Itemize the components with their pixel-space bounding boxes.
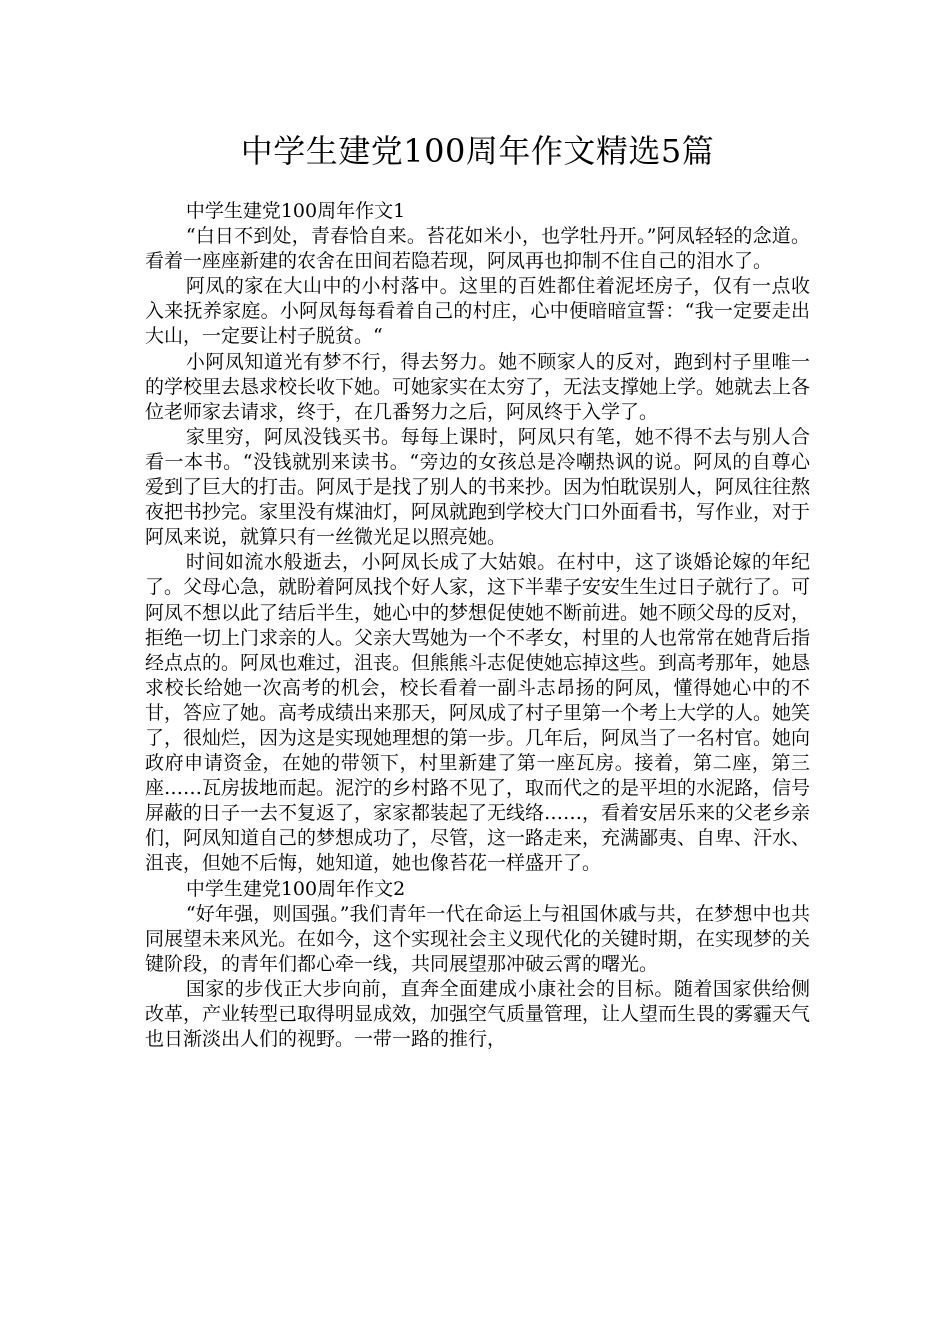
paragraph: 时间如流水般逝去，小阿凤长成了大姑娘。在村中，这了谈婚论嫁的年纪了。父母心急，就盼着阿凤找个好人家，这下半辈子安安生生过日子就行了。可阿凤不想以此了结后半生，她心中的梦想促使她不断前进。她不顾父母的反对，拒绝一切上门求亲的人。父亲大骂她为一个不孝女，村里的人也常常在她背后指经点点的。阿凤也难过，沮丧。但熊熊斗志促使她忘掉这些。到高考那年，她恳求校长给她一次高考的机会，校长看着一副斗志昂扬的阿凤，懂得她心中的不甘，答应了她。高考成绩出来那天，阿凤成了村子里第一个考上大学的人。她笑了，很灿烂，因为这是实现她理想的第一步。几年后，阿凤当了一名村官。她向政府申请资金，在她的带领下，村里新建了第一座瓦房。接着，第二座，第三座……瓦房拔地而起。泥泞的乡村路不见了，取而代之的是平坦的水泥路，信号屏蔽的日子一去不复返了，家家都装起了无线络……，看着安居乐来的父老乡亲们，阿凤知道自己的梦想成功了，尽管，这一路走来，充满鄙夷、自卑、汗水、沮丧，但她不后悔，她知道，她也像苔花一样盛开了。 (145, 551, 811, 875)
document-page (145, 0, 810, 1344)
document-title: 中学生建党100周年作文精选5篇 (240, 132, 715, 170)
paragraph: 国家的步伐正大步向前，直奔全面建成小康社会的目标。随着国家供给侧改革，产业转型已取得明显成效，加强空气质量管理，让人望而生畏的雾霾天气也日渐淡出人们的视野。一带一路的推行， (145, 977, 811, 1051)
essay-heading: 中学生建党100周年作文2 (185, 877, 406, 900)
essay-heading: 中学生建党100周年作文1 (185, 200, 406, 222)
paragraph: 家里穷，阿凤没钱买书。每每上课时，阿凤只有笔，她不得不去与别人合看一本书。“没钱就别来读书。“旁边的女孩总是冷嘲热讽的说。阿凤的自尊心爱到了巨大的打击。阿凤于是找了别人的书来抄。因为怕耽误别人，阿凤往往熬夜把书抄完。家里没有煤油灯，阿凤就跑到学校大门口外面看书，写作业，对于阿凤来说，就算只有一丝微光足以照亮她。 (145, 425, 811, 549)
paragraph: “好年强，则国强。”我们青年一代在命运上与祖国休戚与共，在梦想中也共同展望未来风光。在如今，这个实现社会主义现代化的关键时期，在实现梦的关键阶段，的青年们都心牵一线，共同展望那冲破云霄的曙光。 (145, 902, 811, 975)
paragraph: 小阿凤知道光有梦不行，得去努力。她不顾家人的反对，跑到村子里唯一的学校里去恳求校长收下她。可她家实在太穷了，无法支撑她上学。她就去上各位老师家去请求，终于，在几番努力之后，阿凤终于入学了。 (145, 350, 811, 423)
paragraph: “白日不到处，青春恰自来。苔花如米小，也学牡丹开。”阿凤轻轻的念道。看着一座座新建的农舍在田间若隐若现，阿凤再也抑制不住自己的泪水了。 (145, 225, 810, 273)
paragraph: 阿凤的家在大山中的小村落中。这里的百姓都住着泥坯房子，仅有一点收入来抚养家庭。小阿凤每每看着自己的村庄，心中便暗暗宣誓：“我一定要走出大山，一定要让村子脱贫。“ (145, 275, 810, 348)
document-body (145, 199, 810, 1052)
